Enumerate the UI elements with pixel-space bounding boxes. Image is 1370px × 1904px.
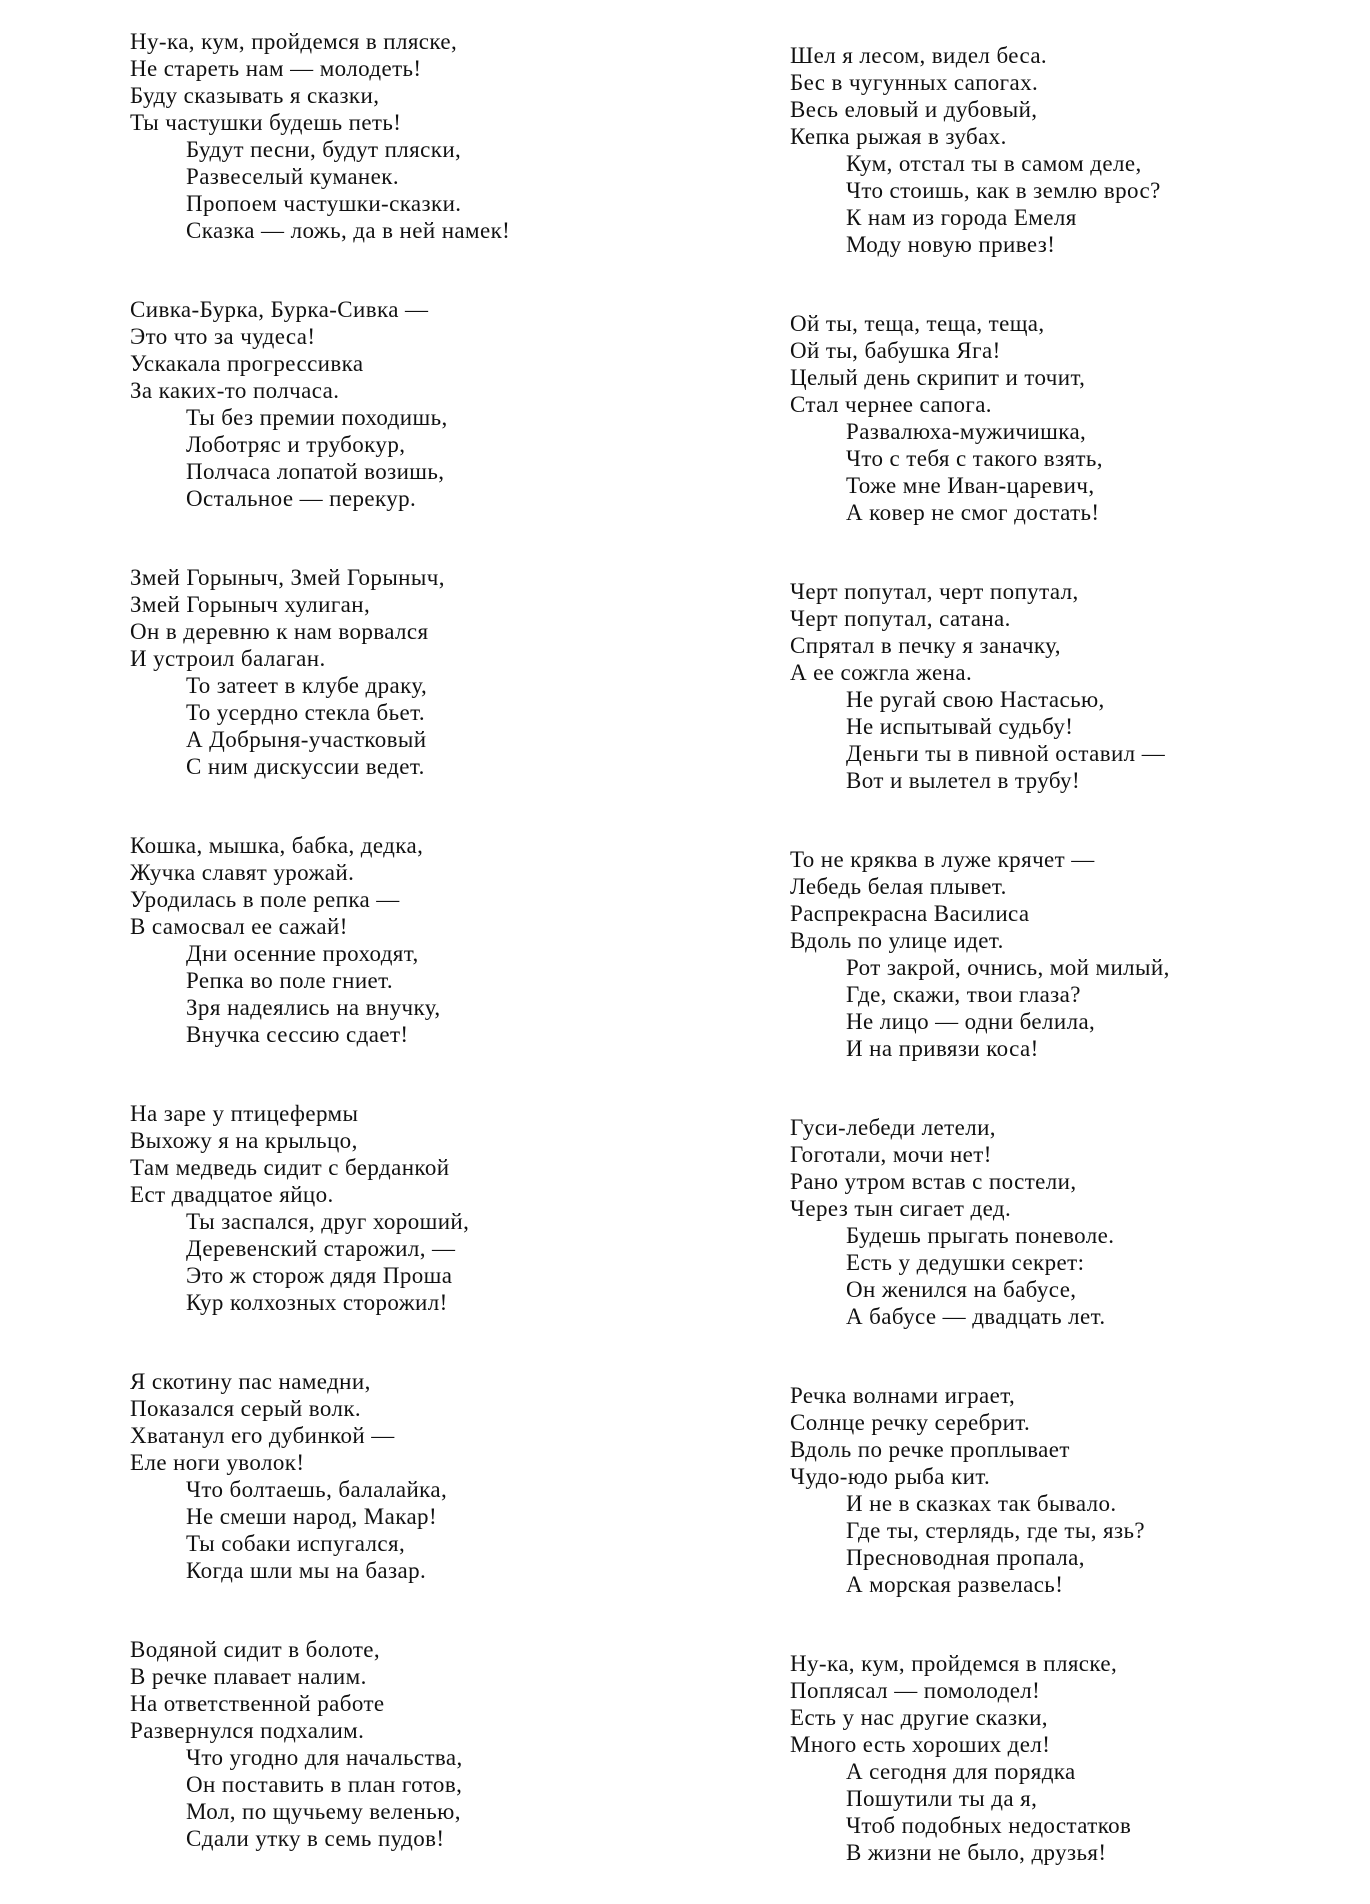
verse-line: Не ругай свою Настасью, [846,687,1105,712]
verse-line: Распрекрасна Василиса [790,901,1030,926]
verse-line: Ты частушки будешь петь! [130,110,402,135]
verse-line: В речке плавает налим. [130,1664,367,1689]
verse-line: Вот и вылетел в трубу! [846,768,1081,793]
verse-line: Он в деревню к нам ворвался [130,619,429,644]
verse-line: За каких-то полчаса. [130,378,340,403]
verse-line: Сказка — ложь, да в ней намек! [186,218,511,243]
verse-line: Развеселый куманек. [186,164,399,189]
verse-line: То затеет в клубе драку, [186,673,428,698]
verse-line: Змей Горыныч, Змей Горыныч, [130,565,445,590]
verse-line: Солнце речку серебрит. [790,1410,1031,1435]
verse-line: К нам из города Емеля [846,205,1077,230]
stanza-left-5 [130,1100,690,1316]
verse-line: Кошка, мышка, бабка, дедка, [130,833,424,858]
verse-line: Внучка сессию сдает! [186,1022,409,1047]
stanza-left-6 [130,1368,690,1584]
verse-line: Что с тебя с такого взять, [846,446,1103,471]
stanza-left-2 [130,296,690,512]
verse-line: Пропоем частушки-сказки. [186,191,462,216]
verse-line: Он поставить в план готов, [186,1772,463,1797]
verse-line: Не смеши народ, Макар! [186,1504,438,1529]
verse-line: Где ты, стерлядь, где ты, язь? [846,1518,1145,1543]
verse-line: Это что за чудеса! [130,324,316,349]
verse-line: Вдоль по улице идет. [790,928,1004,953]
verse-line: Ну-ка, кум, пройдемся в пляске, [790,1651,1118,1676]
verse-line: Зря надеялись на внучку, [186,995,441,1020]
stanza-left-7 [130,1636,690,1852]
verse-line: С ним дискуссии ведет. [186,754,425,779]
verse-line: Жучка славят урожай. [130,860,355,885]
verse-line: А морская развелась! [846,1572,1064,1597]
verse-line: А Добрыня-участковый [186,727,427,752]
verse-line: Когда шли мы на базар. [186,1558,427,1583]
verse-line: Ой ты, теща, теща, теща, [790,311,1045,336]
verse-line: Спрятал в печку я заначку, [790,633,1061,658]
verse-line: Мол, по щучьему веленью, [186,1799,461,1824]
verse-line: Не испытывай судьбу! [846,714,1074,739]
verse-line: Чудо-юдо рыба кит. [790,1464,991,1489]
verse-line: Деньги ты в пивной оставил — [846,741,1166,766]
verse-line: Что угодно для начальства, [186,1745,463,1770]
verse-line: Пошутили ты да я, [846,1786,1038,1811]
verse-line: Будут песни, будут пляски, [186,137,462,162]
verse-line: А бабусе — двадцать лет. [846,1304,1106,1329]
verse-line: Есть у нас другие сказки, [790,1705,1048,1730]
verse-line: В самосвал ее сажай! [130,914,348,939]
stanza-right-5 [790,1114,1330,1330]
verse-line: Гоготали, мочи нет! [790,1142,992,1167]
stanza-left-4 [130,832,690,1048]
verse-line: А сегодня для порядка [846,1759,1076,1784]
verse-line: На заре у птицефермы [130,1101,359,1126]
verse-line: Кур колхозных сторожил! [186,1290,448,1315]
verse-line: Хватанул его дубинкой — [130,1423,395,1448]
verse-line: То усердно стекла бьет. [186,700,425,725]
stanza-right-1 [790,42,1330,258]
verse-line: А ее сожгла жена. [790,660,973,685]
stanza-left-1 [130,28,690,244]
verse-line: Стал чернее сапога. [790,392,992,417]
verse-line: Ускакала прогрессивка [130,351,364,376]
verse-line: И на привязи коса! [846,1036,1039,1061]
verse-line: Будешь прыгать поневоле. [846,1223,1115,1248]
verse-line: Не лицо — одни белила, [846,1009,1096,1034]
verse-line: Показался серый волк. [130,1396,362,1421]
verse-line: Тоже мне Иван-царевич, [846,473,1095,498]
verse-line: Гуси-лебеди летели, [790,1115,996,1140]
verse-line: Ест двадцатое яйцо. [130,1182,334,1207]
verse-line: Поплясал — помолодел! [790,1678,1041,1703]
verse-line: Лоботряс и трубокур, [186,432,406,457]
stanza-right-3 [790,578,1330,794]
verse-line: Ты заспался, друг хороший, [186,1209,470,1234]
verse-line: Бес в чугунных сапогах. [790,70,1039,95]
verse-line: Ты без премии походишь, [186,405,448,430]
verse-line: Пресноводная пропала, [846,1545,1085,1570]
verse-line: Развалюха-мужичишка, [846,419,1087,444]
verse-line: Кум, отстал ты в самом деле, [846,151,1142,176]
verse-line: Через тын сигает дед. [790,1196,1012,1221]
verse-line: Выхожу я на крыльцо, [130,1128,358,1153]
verse-line: Змей Горыныч хулиган, [130,592,371,617]
verse-line: Это ж сторож дядя Проша [186,1263,453,1288]
verse-line: Где, скажи, твои глаза? [846,982,1081,1007]
verse-line: Буду сказывать я сказки, [130,83,380,108]
verse-line: Рано утром встав с постели, [790,1169,1077,1194]
verse-line: Речка волнами играет, [790,1383,1016,1408]
verse-line: Шел я лесом, видел беса. [790,43,1048,68]
verse-line: Кепка рыжая в зубах. [790,124,1007,149]
verse-line: Ты собаки испугался, [186,1531,406,1556]
verse-line: Черт попутал, сатана. [790,606,1011,631]
verse-line: Развернулся подхалим. [130,1718,365,1743]
verse-line: Ну-ка, кум, пройдемся в пляске, [130,29,458,54]
stanza-right-6 [790,1382,1330,1598]
verse-line: Черт попутал, черт попутал, [790,579,1079,604]
verse-line: Полчаса лопатой возишь, [186,459,445,484]
verse-line: Я скотину пас намедни, [130,1369,371,1394]
verse-line: А ковер не смог достать! [846,500,1100,525]
verse-line: Ой ты, бабушка Яга! [790,338,1001,363]
stanza-right-4 [790,846,1330,1062]
verse-line: Остальное — перекур. [186,486,417,511]
verse-line: Дни осенние проходят, [186,941,419,966]
verse-line: На ответственной работе [130,1691,385,1716]
verse-line: И не в сказках так бывало. [846,1491,1117,1516]
verse-line: Там медведь сидит с берданкой [130,1155,450,1180]
verse-line: Водяной сидит в болоте, [130,1637,381,1662]
stanza-right-2 [790,310,1330,526]
verse-line: Что болтаешь, балалайка, [186,1477,448,1502]
verse-line: Не стареть нам — молодеть! [130,56,422,81]
verse-line: Сивка-Бурка, Бурка-Сивка — [130,297,429,322]
verse-line: Целый день скрипит и точит, [790,365,1086,390]
verse-line: Деревенский старожил, — [186,1236,456,1261]
verse-line: Уродилась в поле репка — [130,887,400,912]
stanza-left-3 [130,564,690,780]
verse-line: Весь еловый и дубовый, [790,97,1038,122]
verse-line: Чтоб подобных недостатков [846,1813,1132,1838]
verse-line: Много есть хороших дел! [790,1732,1051,1757]
verse-line: Еле ноги уволок! [130,1450,305,1475]
verse-line: И устроил балаган. [130,646,326,671]
verse-line: Рот закрой, очнись, мой милый, [846,955,1170,980]
verse-line: Вдоль по речке проплывает [790,1437,1070,1462]
verse-line: Репка во поле гниет. [186,968,394,993]
verse-line: Лебедь белая плывет. [790,874,1007,899]
stanza-right-7 [790,1650,1330,1866]
verse-line: Моду новую привез! [846,232,1056,257]
verse-line: Сдали утку в семь пудов! [186,1826,445,1851]
verse-line: То не кряква в луже крячет — [790,847,1095,872]
verse-line: Он женился на бабусе, [846,1277,1077,1302]
verse-line: Есть у дедушки секрет: [846,1250,1085,1275]
verse-line: В жизни не было, друзья! [846,1840,1107,1865]
verse-line: Что стоишь, как в землю врос? [846,178,1161,203]
